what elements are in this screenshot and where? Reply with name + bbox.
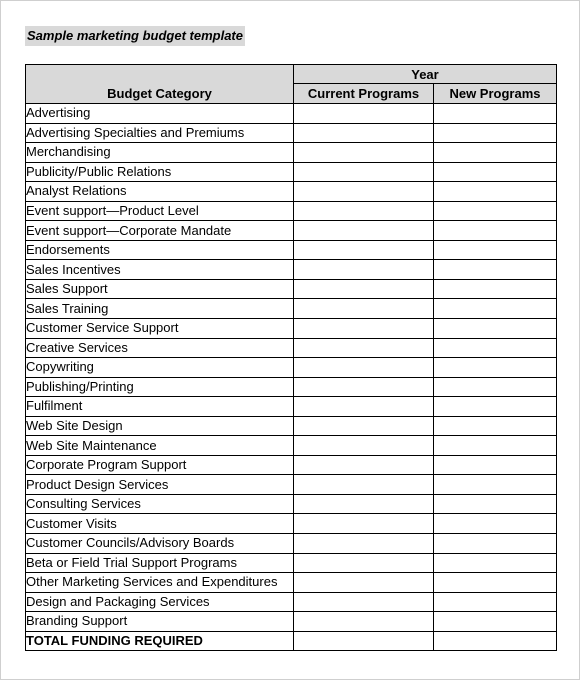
table-row [26,123,557,143]
current-programs-cell[interactable] [294,221,434,241]
table-row [26,494,557,514]
new-programs-cell[interactable] [434,553,557,573]
total-new-programs-cell[interactable] [434,631,557,651]
current-programs-cell[interactable] [294,436,434,456]
new-programs-cell[interactable] [434,201,557,221]
table-row [26,592,557,612]
current-programs-cell[interactable] [294,279,434,299]
current-programs-cell[interactable] [294,319,434,339]
page-title: Sample marketing budget template [25,26,245,46]
table-row [26,455,557,475]
new-programs-cell[interactable] [434,455,557,475]
new-programs-cell[interactable] [434,279,557,299]
current-programs-cell[interactable] [294,514,434,534]
budget-category-cell: Copywriting [26,358,294,378]
current-programs-cell[interactable] [294,358,434,378]
new-programs-cell[interactable] [434,377,557,397]
table-row [26,240,557,260]
budget-category-cell: Sales Incentives [26,260,294,280]
current-programs-cell[interactable] [294,123,434,143]
new-programs-cell[interactable] [434,612,557,632]
current-programs-cell[interactable] [294,397,434,417]
new-programs-cell[interactable] [434,182,557,202]
budget-category-cell: Customer Visits [26,514,294,534]
current-programs-cell[interactable] [294,338,434,358]
budget-category-header: Budget Category [26,65,294,104]
current-programs-cell[interactable] [294,553,434,573]
new-programs-cell[interactable] [434,240,557,260]
budget-category-cell: Advertising Specialties and Premiums [26,123,294,143]
current-programs-cell[interactable] [294,240,434,260]
table-row [26,182,557,202]
budget-category-cell: Branding Support [26,612,294,632]
current-programs-cell[interactable] [294,573,434,593]
table-row [26,514,557,534]
budget-category-cell: Merchandising [26,143,294,163]
current-programs-cell[interactable] [294,612,434,632]
current-programs-cell[interactable] [294,377,434,397]
new-programs-cell[interactable] [434,573,557,593]
current-programs-cell[interactable] [294,455,434,475]
new-programs-cell[interactable] [434,338,557,358]
table-row [26,299,557,319]
budget-category-cell: Consulting Services [26,494,294,514]
current-programs-cell[interactable] [294,260,434,280]
budget-category-cell: Endorsements [26,240,294,260]
new-programs-cell[interactable] [434,416,557,436]
current-programs-cell[interactable] [294,299,434,319]
table-row [26,162,557,182]
new-programs-cell[interactable] [434,514,557,534]
budget-category-cell: Advertising [26,104,294,124]
total-funding-label: TOTAL FUNDING REQUIRED [26,631,294,651]
new-programs-cell[interactable] [434,260,557,280]
new-programs-header: New Programs [434,84,557,104]
new-programs-cell[interactable] [434,299,557,319]
new-programs-cell[interactable] [434,534,557,554]
new-programs-cell[interactable] [434,475,557,495]
table-row [26,319,557,339]
table-row [26,143,557,163]
budget-category-cell: Other Marketing Services and Expenditures [26,573,294,593]
new-programs-cell[interactable] [434,221,557,241]
budget-category-cell: Creative Services [26,338,294,358]
budget-category-cell: Customer Councils/Advisory Boards [26,534,294,554]
budget-category-cell: Sales Support [26,279,294,299]
budget-table [25,64,557,651]
budget-category-cell: Web Site Maintenance [26,436,294,456]
current-programs-cell[interactable] [294,182,434,202]
new-programs-cell[interactable] [434,104,557,124]
current-programs-cell[interactable] [294,416,434,436]
current-programs-cell[interactable] [294,162,434,182]
table-row [26,279,557,299]
new-programs-cell[interactable] [434,123,557,143]
new-programs-cell[interactable] [434,358,557,378]
budget-category-cell: Product Design Services [26,475,294,495]
budget-category-cell: Sales Training [26,299,294,319]
new-programs-cell[interactable] [434,494,557,514]
new-programs-cell[interactable] [434,319,557,339]
new-programs-cell[interactable] [434,162,557,182]
table-row [26,436,557,456]
header-row-top [26,65,557,84]
current-programs-cell[interactable] [294,201,434,221]
budget-category-cell: Corporate Program Support [26,455,294,475]
current-programs-cell[interactable] [294,104,434,124]
budget-table-body [26,104,557,651]
table-row [26,573,557,593]
table-row [26,201,557,221]
current-programs-cell[interactable] [294,475,434,495]
budget-category-cell: Event support—Product Level [26,201,294,221]
budget-category-cell: Web Site Design [26,416,294,436]
budget-category-cell: Analyst Relations [26,182,294,202]
current-programs-cell[interactable] [294,494,434,514]
total-current-programs-cell[interactable] [294,631,434,651]
total-row [26,631,557,651]
table-row [26,612,557,632]
budget-category-cell: Publicity/Public Relations [26,162,294,182]
current-programs-cell[interactable] [294,534,434,554]
table-row [26,260,557,280]
new-programs-cell[interactable] [434,592,557,612]
budget-category-cell: Customer Service Support [26,319,294,339]
table-row [26,397,557,417]
table-row [26,221,557,241]
new-programs-cell[interactable] [434,436,557,456]
budget-category-cell: Fulfilment [26,397,294,417]
budget-category-cell: Design and Packaging Services [26,592,294,612]
table-row [26,534,557,554]
budget-category-cell: Beta or Field Trial Support Programs [26,553,294,573]
current-programs-cell[interactable] [294,143,434,163]
table-row [26,416,557,436]
current-programs-header: Current Programs [294,84,434,104]
table-row [26,553,557,573]
table-row [26,377,557,397]
new-programs-cell[interactable] [434,143,557,163]
table-row [26,338,557,358]
table-row [26,475,557,495]
current-programs-cell[interactable] [294,592,434,612]
year-header: Year [294,65,557,84]
table-row [26,104,557,124]
budget-category-cell: Publishing/Printing [26,377,294,397]
table-row [26,358,557,378]
budget-category-cell: Event support—Corporate Mandate [26,221,294,241]
new-programs-cell[interactable] [434,397,557,417]
